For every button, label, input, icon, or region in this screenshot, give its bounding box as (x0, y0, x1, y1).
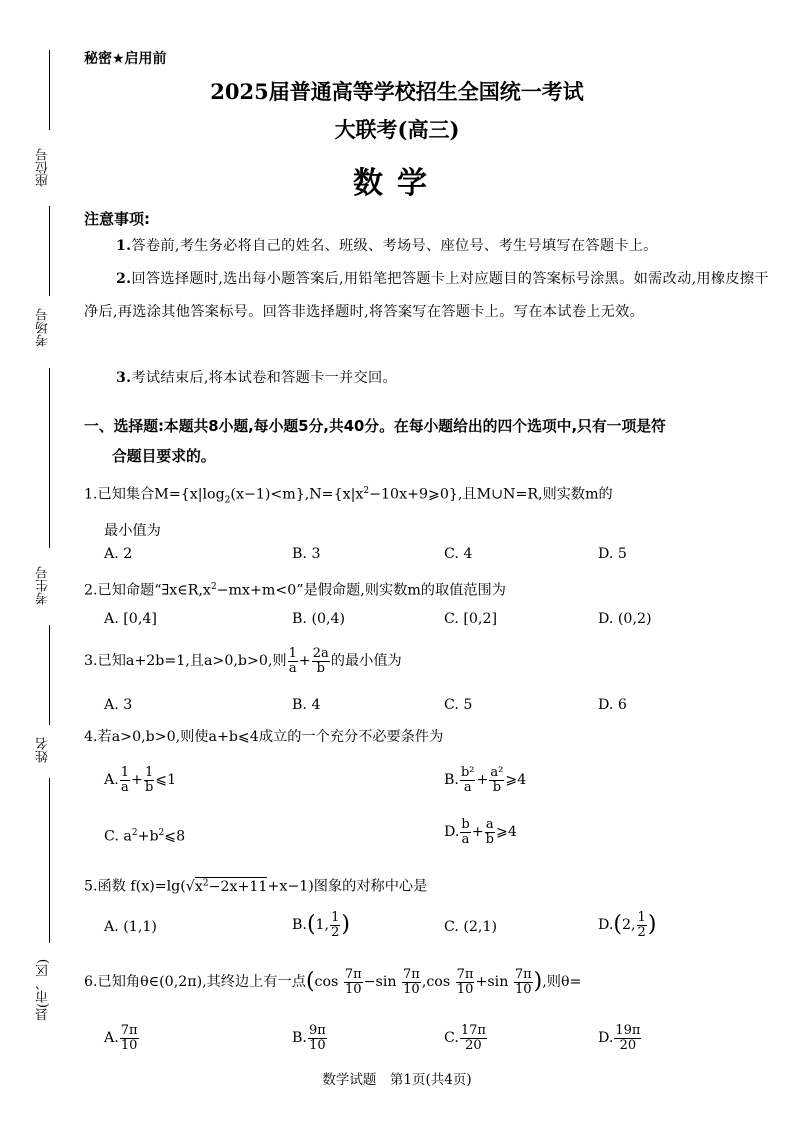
q6-option-c: C. $\frac{17\pi}{20}$ (444, 1022, 486, 1053)
strip-line (49, 625, 50, 725)
note-number: 2. (116, 271, 132, 287)
q5-option-d: D.(2, $\frac{1}{2}$ ) (598, 909, 657, 940)
question-1-stem-2: 最小值为 (104, 522, 161, 539)
question-1-stem: 1.已知集合$M=\{x|\log_2(x-1)<m\},N=\{x|x^2-10x+9⩾0\}$,且M∪N=R,则实数m的 (84, 486, 613, 506)
exam-title: 2025届普通高等学校招生全国统一考试 (210, 79, 584, 104)
q1-option-b: B. 3 (292, 546, 321, 562)
q6-option-b: B. $\frac{9\pi}{10}$ (292, 1022, 326, 1053)
q1-option-d: D. 5 (598, 546, 627, 562)
q2-option-a: A. [0,4] (104, 611, 157, 627)
fraction: $\frac{1}{a}$ (288, 645, 297, 676)
note-text: 考试结束后,将本试卷和答题卡一并交回。 (131, 370, 398, 386)
subject-title: 数学 (353, 166, 441, 201)
note-item (84, 230, 774, 263)
q1-option-a: A. 2 (104, 546, 133, 562)
q4-option-c: C. $a^2+b^2⩽8$ (104, 828, 186, 845)
question-5-stem: 5.函数 $f(x)=\lg(√x^2-2x+11+x-1)$图象的对称中心是 (84, 878, 428, 895)
q3-option-c: C. 5 (444, 697, 473, 713)
room-label: 考场号 (36, 308, 51, 348)
note-number: 1. (116, 238, 132, 254)
note-number: 3. (116, 370, 132, 386)
question-1 (84, 476, 774, 546)
section-heading (84, 412, 774, 472)
question-2-stem: 2.已知命题“$\exists x\in R,x^2-mx+m<0$”是假命题,则实数m的取值范围为 (84, 582, 506, 599)
q2-option-d: D. (0,2) (598, 611, 652, 627)
name-label: 姓名 (36, 737, 51, 763)
question-4-stem: 4.若a>0,b>0,则使a+b⩽4成立的一个充分不必要条件为 (84, 729, 444, 745)
note-item (84, 263, 774, 329)
exam-subtitle: 大联考(高三) (334, 117, 460, 142)
q2-option-b: B. (0,4) (292, 611, 346, 627)
q1-option-c: C. 4 (444, 546, 473, 562)
note-text: 回答选择题时,选出每小题答案后,用铅笔把答题卡上对应题目的答案标号涂黑。如需改动,用橡皮擦干净后,再选涂其他答案标号。回答非选择题时,将答案写在答题卡上。写在本试卷上无效。 (84, 271, 769, 320)
q4-option-b: B. $\frac{\text{b²}}{a}$ + $\frac{\text{a²}}{b}$ ⩾4 (444, 764, 527, 795)
strip-line (49, 368, 50, 548)
q3-option-b: B. 4 (292, 697, 321, 713)
q5-option-c: C. (2,1) (444, 919, 498, 935)
strip-line (49, 206, 50, 296)
section-line-2: 合题目要求的。 (112, 448, 216, 465)
page-footer: 数学试题 第1页(共4页) (322, 1072, 472, 1088)
notes-heading: 注意事项: (84, 210, 150, 228)
fraction: $\frac{2a}{b}$ (312, 645, 329, 676)
exam-no-label: 考生号 (36, 566, 51, 606)
strip-line (49, 778, 50, 943)
county-label: 县(市、区) (36, 958, 51, 1022)
section-line-1: 一、选择题:本题共8小题,每小题5分,共40分。在每小题给出的四个选项中,只有一项是符 (84, 418, 666, 435)
q6-option-a: A. $\frac{7\pi}{10}$ (104, 1022, 138, 1053)
binding-strip (30, 50, 60, 1070)
q5-option-a: A. (1,1) (104, 919, 157, 935)
secret-mark: 秘密★启用前 (84, 51, 167, 67)
q3-option-d: D. 6 (598, 697, 627, 713)
note-item (84, 362, 774, 395)
q6-option-d: D. $\frac{19\pi}{20}$ (598, 1022, 641, 1053)
note-text: 答卷前,考生务必将自己的姓名、班级、考场号、座位号、考生号填写在答题卡上。 (131, 238, 658, 254)
question-3-stem: 3.已知a+2b=1,且a>0,b>0,则 $\frac{1}{a}$ + $\frac{2a}{b}$ 的最小值为 (84, 645, 402, 676)
q2-option-c: C. [0,2] (444, 611, 498, 627)
seat-label: 座位号 (36, 148, 51, 188)
q3-option-a: A. 3 (104, 697, 133, 713)
square-root: $x^2-2x+11$ (194, 878, 268, 895)
q4-option-d: D. $\frac{b}{a}$ + $\frac{a}{b}$ ⩾4 (444, 816, 517, 847)
q4-option-a: A. $\frac{1}{a}$ + $\frac{1}{b}$ ⩽1 (104, 764, 177, 795)
q5-option-b: B.(1, $\frac{1}{2}$ ) (292, 909, 350, 940)
question-6-stem: 6.已知角θ∈(0,2π),其终边上有一点(cos $\frac{7\pi}{10}$ −sin $\frac{7\pi}{10}$ ,cos $\frac{7\pi}{10}$ +sin $\frac{7\pi}{10}$ ),则θ= (84, 966, 582, 997)
